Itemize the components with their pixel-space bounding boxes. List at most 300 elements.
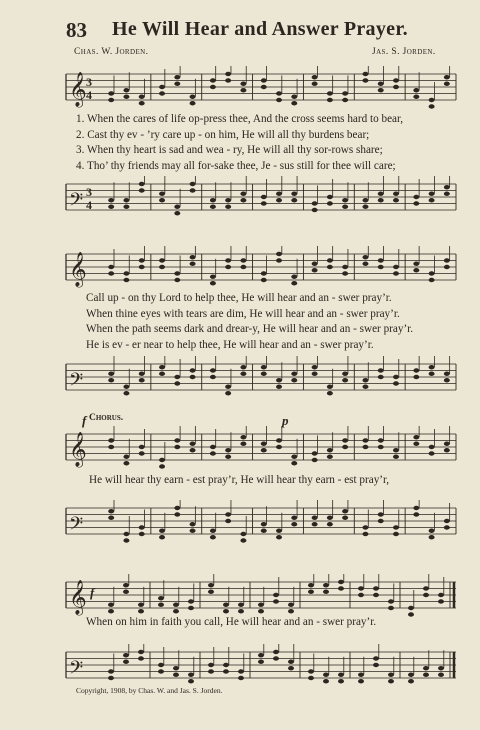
note-head xyxy=(139,188,145,192)
note-head xyxy=(240,365,246,369)
note-head xyxy=(159,458,165,462)
note-head xyxy=(378,198,384,202)
note-head xyxy=(327,522,333,526)
note-head xyxy=(362,72,368,76)
note-head xyxy=(444,265,450,269)
note-head xyxy=(327,98,333,102)
note-head xyxy=(413,368,419,372)
note-head xyxy=(123,198,129,202)
note-head xyxy=(261,529,267,533)
bass-staff-1 xyxy=(62,176,458,220)
note-head xyxy=(308,590,314,594)
note-head xyxy=(225,448,231,452)
note-head xyxy=(393,455,399,459)
note-head xyxy=(373,656,379,660)
note-head xyxy=(342,516,348,520)
note-head xyxy=(139,101,145,105)
note-head xyxy=(408,612,414,616)
note-head xyxy=(240,372,246,376)
note-head xyxy=(413,88,419,92)
note-head xyxy=(174,205,180,209)
note-head xyxy=(444,525,450,529)
note-head xyxy=(429,198,435,202)
note-head xyxy=(258,653,264,657)
time-signature-bottom: 4 xyxy=(86,88,92,102)
note-head xyxy=(225,198,231,202)
bass-clef-icon: 𝄢 xyxy=(69,370,84,395)
note-head xyxy=(276,98,282,102)
note-head xyxy=(108,609,114,613)
note-head xyxy=(342,438,348,442)
note-head xyxy=(190,255,196,259)
treble-clef-icon: 𝄞 xyxy=(69,72,87,107)
note-head xyxy=(393,448,399,452)
note-head xyxy=(240,265,246,269)
note-head xyxy=(362,255,368,259)
note-head xyxy=(338,679,344,683)
note-head xyxy=(158,663,164,667)
note-head xyxy=(210,368,216,372)
note-head xyxy=(327,195,333,199)
note-head xyxy=(108,372,114,376)
note-head xyxy=(429,451,435,455)
note-head xyxy=(413,435,419,439)
note-head xyxy=(159,85,165,89)
bass-staff-2 xyxy=(62,356,458,400)
note-head xyxy=(238,669,244,673)
note-head xyxy=(188,679,194,683)
note-head xyxy=(108,438,114,442)
note-head xyxy=(210,205,216,209)
note-head xyxy=(190,442,196,446)
note-head xyxy=(159,258,165,262)
note-head xyxy=(208,583,214,587)
note-head xyxy=(308,669,314,673)
note-head xyxy=(158,596,164,600)
note-head xyxy=(258,660,264,664)
note-head xyxy=(393,381,399,385)
note-head xyxy=(258,603,264,607)
note-head xyxy=(362,198,368,202)
note-head xyxy=(362,445,368,449)
note-head xyxy=(342,372,348,376)
hymn-number: 83 xyxy=(66,18,87,42)
note-head xyxy=(190,368,196,372)
note-head xyxy=(123,271,129,275)
note-head xyxy=(240,442,246,446)
note-head xyxy=(413,95,419,99)
note-head xyxy=(159,365,165,369)
note-head xyxy=(123,391,129,395)
note-head xyxy=(210,85,216,89)
note-head xyxy=(138,603,144,607)
note-head xyxy=(444,442,450,446)
note-head xyxy=(208,669,214,673)
note-head xyxy=(373,663,379,667)
note-head xyxy=(393,532,399,536)
note-head xyxy=(413,201,419,205)
note-head xyxy=(210,535,216,539)
note-head xyxy=(429,535,435,539)
note-head xyxy=(223,669,229,673)
note-head xyxy=(408,679,414,683)
note-head xyxy=(261,442,267,446)
note-head xyxy=(291,101,297,105)
note-head xyxy=(327,265,333,269)
note-head xyxy=(312,458,318,462)
time-signature-bottom: 4 xyxy=(86,198,92,212)
note-head xyxy=(190,375,196,379)
note-head xyxy=(408,673,414,677)
note-head xyxy=(323,679,329,683)
note-head xyxy=(210,375,216,379)
note-head xyxy=(108,91,114,95)
note-head xyxy=(312,262,318,266)
note-head xyxy=(338,586,344,590)
note-head xyxy=(327,91,333,95)
note-head xyxy=(240,538,246,542)
note-head xyxy=(413,506,419,510)
note-head xyxy=(312,372,318,376)
note-head xyxy=(240,258,246,262)
note-head xyxy=(261,372,267,376)
note-head xyxy=(312,522,318,526)
note-head xyxy=(338,673,344,677)
note-head xyxy=(429,529,435,533)
note-head xyxy=(312,365,318,369)
note-head xyxy=(378,192,384,196)
note-head xyxy=(190,182,196,186)
note-head xyxy=(108,265,114,269)
note-head xyxy=(276,91,282,95)
note-head xyxy=(190,522,196,526)
note-head xyxy=(190,95,196,99)
note-head xyxy=(223,663,229,667)
note-head xyxy=(174,278,180,282)
note-head xyxy=(378,438,384,442)
note-head xyxy=(139,451,145,455)
note-head xyxy=(393,78,399,82)
note-head xyxy=(378,445,384,449)
note-head xyxy=(190,262,196,266)
note-head xyxy=(225,385,231,389)
note-head xyxy=(308,676,314,680)
note-head xyxy=(139,182,145,186)
note-head xyxy=(240,192,246,196)
verse-block-b xyxy=(86,291,413,353)
note-head xyxy=(261,522,267,526)
note-head xyxy=(362,525,368,529)
note-head xyxy=(188,673,194,677)
note-head xyxy=(378,519,384,523)
note-head xyxy=(393,525,399,529)
dynamic-forte-2: f xyxy=(90,585,95,600)
treble-clef-icon: 𝄞 xyxy=(69,580,87,615)
note-head xyxy=(362,532,368,536)
note-head xyxy=(413,268,419,272)
note-head xyxy=(159,91,165,95)
note-head xyxy=(276,258,282,262)
verse-line: When the path seems dark and drear-y, He will hear and an - swer pray’r. xyxy=(86,323,414,335)
note-head xyxy=(393,265,399,269)
bass-staff-3 xyxy=(62,500,458,544)
note-head xyxy=(444,82,450,86)
note-head xyxy=(291,275,297,279)
note-head xyxy=(388,606,394,610)
note-head xyxy=(362,438,368,442)
note-head xyxy=(444,185,450,189)
note-head xyxy=(438,599,444,603)
note-head xyxy=(108,676,114,680)
note-head xyxy=(139,445,145,449)
note-head xyxy=(273,656,279,660)
note-head xyxy=(342,91,348,95)
note-head xyxy=(123,385,129,389)
note-head xyxy=(413,262,419,266)
note-head xyxy=(291,95,297,99)
treble-staff-1 xyxy=(62,66,458,110)
note-head xyxy=(174,82,180,86)
note-head xyxy=(378,258,384,262)
verse-line: 2. Cast thy ev - ’ry care up - on him, He will all thy burdens bear; xyxy=(76,128,370,141)
note-head xyxy=(444,378,450,382)
note-head xyxy=(291,522,297,526)
note-head xyxy=(225,265,231,269)
note-head xyxy=(288,666,294,670)
treble-staff-3 xyxy=(62,426,458,470)
note-head xyxy=(261,201,267,205)
note-head xyxy=(173,609,179,613)
note-head xyxy=(373,593,379,597)
note-head xyxy=(327,391,333,395)
note-head xyxy=(444,192,450,196)
note-head xyxy=(238,603,244,607)
note-head xyxy=(210,451,216,455)
note-head xyxy=(312,268,318,272)
note-head xyxy=(238,609,244,613)
note-head xyxy=(288,660,294,664)
note-head xyxy=(225,78,231,82)
note-head xyxy=(423,586,429,590)
note-head xyxy=(159,529,165,533)
note-head xyxy=(188,599,194,603)
note-head xyxy=(261,195,267,199)
note-head xyxy=(291,198,297,202)
note-head xyxy=(123,278,129,282)
note-head xyxy=(276,252,282,256)
note-head xyxy=(338,580,344,584)
note-head xyxy=(423,673,429,677)
note-head xyxy=(261,278,267,282)
dynamic-piano: p xyxy=(282,413,289,428)
note-head xyxy=(240,435,246,439)
note-head xyxy=(138,650,144,654)
copyright-notice: Copyright, 1908, by Chas. W. and Jas. S. Jorden. xyxy=(76,686,223,695)
treble-staff-2 xyxy=(62,246,458,290)
dynamic-forte: f xyxy=(82,413,87,428)
note-head xyxy=(444,448,450,452)
lyricist-credit: Chas. W. Jorden. xyxy=(74,47,149,57)
note-head xyxy=(393,192,399,196)
note-head xyxy=(429,271,435,275)
note-head xyxy=(108,445,114,449)
note-head xyxy=(123,590,129,594)
note-head xyxy=(438,666,444,670)
note-head xyxy=(174,211,180,215)
note-head xyxy=(225,72,231,76)
note-head xyxy=(413,442,419,446)
note-head xyxy=(210,445,216,449)
note-head xyxy=(327,455,333,459)
note-head xyxy=(188,606,194,610)
verse-line: 4. Tho’ thy friends may all for-sake thee, Je - sus still for thee will care; xyxy=(76,159,396,172)
note-head xyxy=(173,673,179,677)
note-head xyxy=(327,258,333,262)
note-head xyxy=(223,609,229,613)
note-head xyxy=(288,603,294,607)
verse-line: When thine eyes with tears are dim, He will hear and an - swer pray’r. xyxy=(86,307,400,320)
note-head xyxy=(139,372,145,376)
note-head xyxy=(139,95,145,99)
note-head xyxy=(174,75,180,79)
note-head xyxy=(312,451,318,455)
note-head xyxy=(413,375,419,379)
note-head xyxy=(108,98,114,102)
note-head xyxy=(438,673,444,677)
note-head xyxy=(308,583,314,587)
note-head xyxy=(393,198,399,202)
note-head xyxy=(158,669,164,673)
note-head xyxy=(276,535,282,539)
note-head xyxy=(362,78,368,82)
note-head xyxy=(429,98,435,102)
note-head xyxy=(261,271,267,275)
note-head xyxy=(123,455,129,459)
note-head xyxy=(190,448,196,452)
note-head xyxy=(173,666,179,670)
note-head xyxy=(312,82,318,86)
note-head xyxy=(261,78,267,82)
note-head xyxy=(327,448,333,452)
note-head xyxy=(108,198,114,202)
chorus-line-1: He will hear thy earn - est pray’r, He will hear thy earn - est pray’r, xyxy=(89,474,390,486)
note-head xyxy=(291,455,297,459)
note-head xyxy=(291,461,297,465)
note-head xyxy=(225,519,231,523)
note-head xyxy=(312,75,318,79)
treble-clef-icon: 𝄞 xyxy=(69,432,87,467)
note-head xyxy=(225,258,231,262)
note-head xyxy=(444,519,450,523)
note-head xyxy=(108,509,114,513)
note-head xyxy=(261,365,267,369)
hymn-title: He Will Hear and Answer Prayer. xyxy=(112,18,408,40)
note-head xyxy=(238,676,244,680)
note-head xyxy=(429,365,435,369)
note-head xyxy=(108,669,114,673)
note-head xyxy=(444,372,450,376)
note-head xyxy=(258,609,264,613)
note-head xyxy=(108,516,114,520)
note-head xyxy=(174,506,180,510)
note-head xyxy=(159,464,165,468)
note-head xyxy=(276,438,282,442)
note-head xyxy=(261,85,267,89)
note-head xyxy=(444,258,450,262)
note-head xyxy=(312,201,318,205)
note-head xyxy=(123,461,129,465)
note-head xyxy=(261,448,267,452)
note-head xyxy=(225,512,231,516)
note-head xyxy=(291,516,297,520)
note-head xyxy=(139,258,145,262)
note-head xyxy=(208,663,214,667)
note-head xyxy=(240,198,246,202)
verse-block-a xyxy=(76,112,403,174)
note-head xyxy=(225,455,231,459)
note-head xyxy=(378,88,384,92)
note-head xyxy=(159,265,165,269)
note-head xyxy=(159,372,165,376)
note-head xyxy=(138,656,144,660)
note-head xyxy=(210,529,216,533)
time-signature-top: 3 xyxy=(86,75,92,89)
note-head xyxy=(174,512,180,516)
note-head xyxy=(312,208,318,212)
note-head xyxy=(378,82,384,86)
bass-clef-icon: 𝄢 xyxy=(69,658,84,683)
note-head xyxy=(276,198,282,202)
note-head xyxy=(393,375,399,379)
note-head xyxy=(429,104,435,108)
note-head xyxy=(273,650,279,654)
verse-line: Call up - on thy Lord to help thee, He will hear and an - swer pray’r. xyxy=(86,292,392,304)
note-head xyxy=(358,673,364,677)
note-head xyxy=(276,378,282,382)
note-head xyxy=(291,281,297,285)
note-head xyxy=(123,532,129,536)
note-head xyxy=(139,532,145,536)
note-head xyxy=(358,593,364,597)
note-head xyxy=(291,192,297,196)
note-head xyxy=(393,85,399,89)
note-head xyxy=(423,666,429,670)
note-head xyxy=(342,271,348,275)
note-head xyxy=(190,101,196,105)
note-head xyxy=(210,198,216,202)
note-head xyxy=(362,378,368,382)
chorus-label: Chorus. xyxy=(89,413,124,423)
note-head xyxy=(159,535,165,539)
note-head xyxy=(342,205,348,209)
note-head xyxy=(393,271,399,275)
note-head xyxy=(174,445,180,449)
bass-staff-4 xyxy=(62,644,458,688)
note-head xyxy=(444,75,450,79)
verse-line: 1. When the cares of life op-press thee, And the cross seems hard to bear, xyxy=(76,113,404,125)
note-head xyxy=(342,378,348,382)
note-head xyxy=(108,271,114,275)
chorus-line-2: When on him in faith you call, He will hear and an - swer pray’r. xyxy=(86,616,377,628)
note-head xyxy=(358,586,364,590)
verse-line: 3. When thy heart is sad and wea - ry, He will all thy sor-rows share; xyxy=(76,144,383,156)
note-head xyxy=(423,593,429,597)
note-head xyxy=(378,512,384,516)
note-head xyxy=(225,391,231,395)
note-head xyxy=(210,78,216,82)
note-head xyxy=(388,673,394,677)
note-head xyxy=(327,385,333,389)
